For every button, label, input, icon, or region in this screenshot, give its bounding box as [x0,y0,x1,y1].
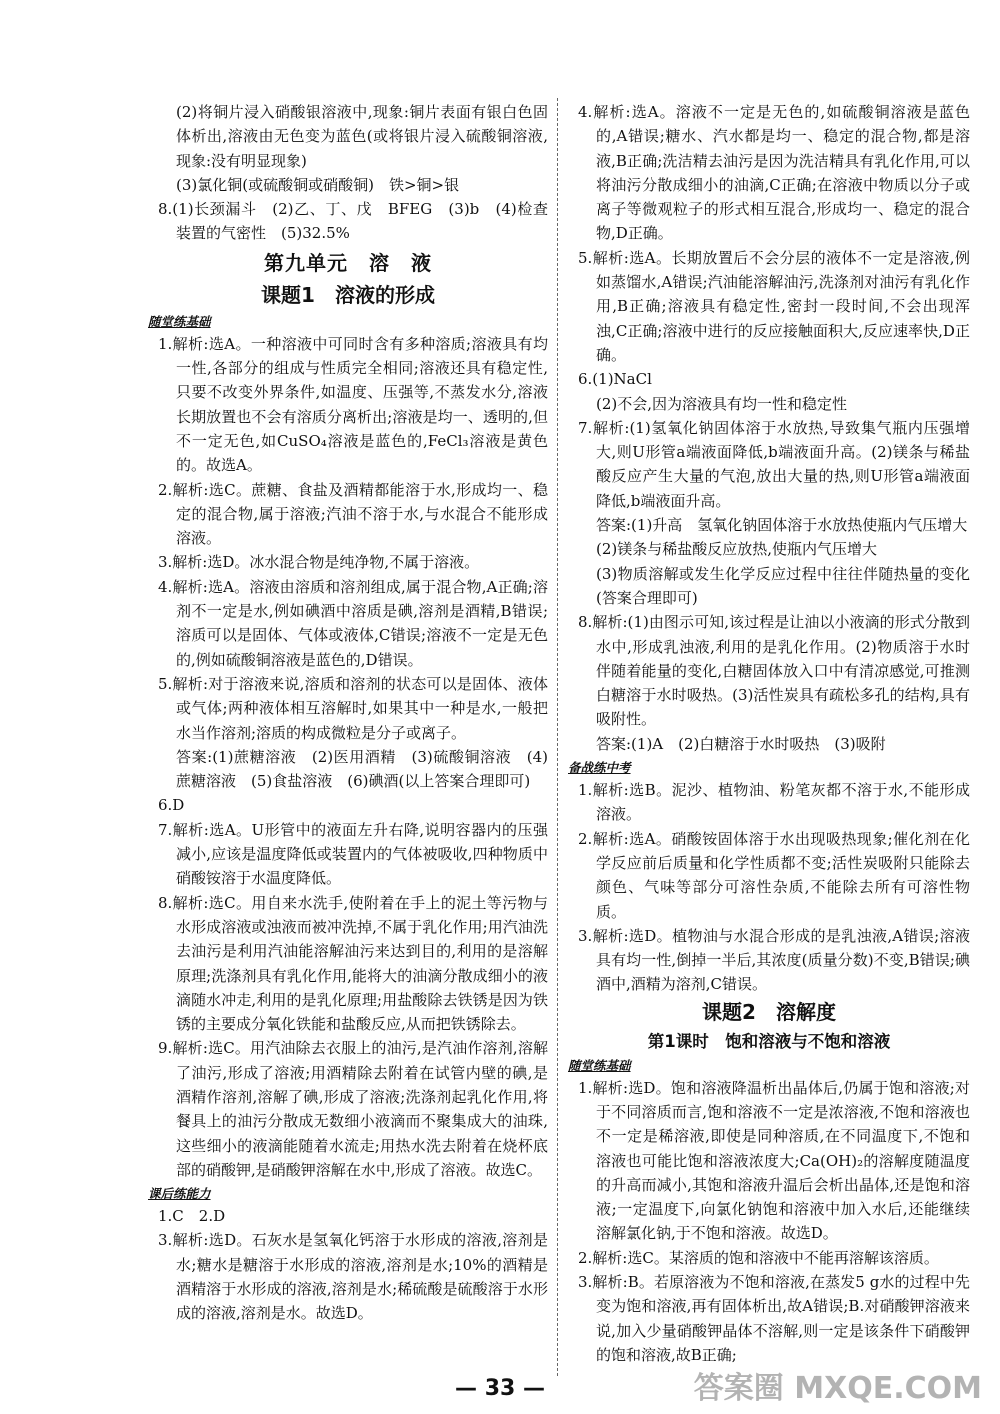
list-item: 9.解析:选C。用汽油除去衣服上的油污,是汽油作溶剂,溶解了油污,形成了溶液;用酒精除去附着在试管内壁的碘,是酒精作溶剂,溶解了碘,形成了溶液;洗涤剂起乳化作用,将餐具上的油污分散成无数细小液滴而不聚集成大的油珠,这些细小的液滴能随着水流走;用热水洗去附着在烧杯底部的硝酸钾,是硝酸钾溶解在水中,形成了溶液。故选C。 [158,1039,548,1179]
answer-text: (2)镁条与稀盐酸反应放热,使瓶内气压增大 [596,540,878,559]
page-number-value: 33 [484,1376,516,1401]
right-column [568,100,970,1367]
list-item: 5.解析:对于溶液来说,溶质和溶剂的状态可以是固体、液体或气体;两种液体相互溶解时,如果其中一种是水,一般把水当作溶剂;溶质的构成微粒是分子或离子。 [158,674,548,742]
section-heading: 备战练中考 [568,760,631,776]
list-item: 1.解析:选B。泥沙、植物油、粉笔灰都不溶于水,不能形成溶液。 [578,781,970,824]
sub-title: 第1课时 饱和溶液与不饱和溶液 [647,1031,891,1051]
list-item: 7.解析:选A。U形管中的液面左升右降,说明容器内的压强减小,应该是温度降低或装置内的气体被吸收,四种物质中硝酸铵溶于水温度降低。 [158,820,548,888]
unit-title: 第九单元 溶 液 [264,250,432,275]
list-item: 1.C 2.D [158,1207,226,1226]
answer-text: 答案:(1)升高 氢氧化钠固体溶于水放热使瓶内气压增大 [596,516,968,535]
prev-answer-3: (3)氯化铜(或硫酸铜或硝酸铜) 铁>铜>银 [176,175,460,194]
watermark-logo: 答案圈 MXQE.COM [693,1371,982,1406]
lesson-title: 课题2 溶解度 [702,999,836,1024]
prev-answer-2: (2)将铜片浸入硝酸银溶液中,现象:铜片表面有银白色固体析出,溶液由无色变为蓝色(或将银片浸入硫酸铜溶液,现象:没有明显现象) [176,103,548,170]
section-heading: 随堂练基础 [568,1057,631,1073]
list-item: 1.解析:选A。一种溶液中可同时含有多种溶质;溶液具有均一性,各部分的组成与性质完全相同;溶液还具有稳定性,只要不改变外界条件,如温度、压强等,不蒸发水分,溶液长期放置也不会有溶质分离析出;溶液是均一、透明的,但不一定无色,如CuSO₄溶液是蓝色的,FeCl₃溶液是黄色的。故选A。 [158,334,548,475]
list-item: 6.(1)NaCl [578,370,652,389]
answer-text: 答案:(1)蔗糖溶液 (2)医用酒精 (3)硫酸铜溶液 (4)蔗糖溶液 (5)食盐溶液 (6)碘酒(以上答案合理即可) [176,747,548,791]
list-item: 8.解析:选C。用自来水洗手,使附着在手上的泥土等污物与水形成溶液或浊液而被冲洗掉,不属于乳化作用;用汽油洗去油污是利用汽油能溶解油污来达到目的,利用的是溶解原理;洗涤剂具有乳化作用,能将大的油滴分散成细小的液滴随水冲走,利用的是乳化原理;用盐酸除去铁锈是因为铁锈的主要成分氧化铁能和盐酸反应,从而把铁锈除去。 [158,893,548,1034]
list-item: 6.D [158,796,185,815]
list-item: 2.解析:选A。硝酸铵固体溶于水出现吸热现象;催化剂在化学反应前后质量和化学性质都不变;活性炭吸附只能除去颜色、气味等部分可溶性杂质,不能除去所有可溶性物质。 [578,829,970,921]
list-item: 3.解析:选D。植物油与水混合形成的是乳浊液,A错误;溶液具有均一性,倒掉一半后,其浓度(质量分数)不变,B错误;碘酒中,酒精为溶剂,C错误。 [578,926,970,994]
page-number: — 33 — [455,1376,545,1401]
answer-text: (3)物质溶解或发生化学反应过程中往往伴随热量的变化(答案合理即可) [596,564,970,607]
list-item: 2.解析:选C。蔗糖、食盐及酒精都能溶于水,形成均一、稳定的混合物,属于溶液;汽油不溶于水,与水混合不能形成溶液。 [158,480,548,548]
list-item: 3.解析:B。若原溶液为不饱和溶液,在蒸发5 g水的过程中先变为饱和溶液,再有固体析出,故A错误;B.对硝酸钾溶液来说,加入少量硝酸钾晶体不溶解,则一定是该条件下硝酸钾的饱和溶液,故B正确; [578,1273,970,1364]
list-item: 3.解析:选D。石灰水是氢氧化钙溶于水形成的溶液,溶剂是水;糖水是糖溶于水形成的溶液,溶剂是水;10%的酒精是酒精溶于水形成的溶液,溶剂是水;稀硫酸是硫酸溶于水形成的溶液,溶剂是水。故选D。 [158,1231,548,1323]
answer-8: 8.(1)长颈漏斗 (2)乙、丁、戊 BFEG (3)b (4)检查装置的气密性 (5)32.5% [158,200,548,243]
list-item: 1.解析:选D。饱和溶液降温析出晶体后,仍属于饱和溶液;对于不同溶质而言,饱和溶液不一定是浓溶液,不饱和溶液也不一定是稀溶液,即使是同种溶质,在不同温度下,不饱和溶液也可能比饱和溶液浓度大;Ca(OH)₂的溶解度随温度的升高而减小,其饱和溶液升温后会析出晶体,还是饱和溶液;一定温度下,向氯化钠饱和溶液中加入水后,还能继续溶解氯化钠,于不饱和溶液。故选D。 [578,1078,970,1243]
answer-text: (2)不会,因为溶液具有均一性和稳定性 [596,394,848,413]
column-divider [557,98,558,1376]
list-item: 3.解析:选D。冰水混合物是纯净物,不属于溶液。 [158,553,480,572]
answer-text: 答案:(1)A (2)白糖溶于水时吸热 (3)吸附 [596,734,886,753]
section-heading: 课后练能力 [148,1186,211,1202]
section-heading: 随堂练基础 [148,313,211,329]
list-item: 4.解析:选A。溶液由溶质和溶剂组成,属于混合物,A正确;溶剂不一定是水,例如碘酒中溶质是碘,溶剂是酒精,B错误;溶质可以是固体、气体或液体,C错误;溶液不一定是无色的,例如硫酸铜溶液是蓝色的,D错误。 [158,577,548,669]
left-column [148,100,548,1326]
list-item: 8.解析:(1)由图示可知,该过程是让油以小液滴的形式分散到水中,形成乳浊液,利用的是乳化作用。(2)物质溶于水时伴随着能量的变化,白糖固体放入口中有清凉感觉,可推测白糖溶于水时吸热。(3)活性炭具有疏松多孔的结构,具有吸附性。 [578,613,970,729]
list-item: 4.解析:选A。溶液不一定是无色的,如硫酸铜溶液是蓝色的,A错误;糖水、汽水都是均一、稳定的混合物,都是溶液,B正确;洗洁精去油污是因为洗洁精具有乳化作用,可以将油污分散成细小的油滴,C正确;在溶液中物质以分子或离子等微观粒子的形式相互混合,形成均一、稳定的混合物,D正确。 [578,103,970,243]
list-item: 2.解析:选C。某溶质的饱和溶液中不能再溶解该溶质。 [578,1248,939,1267]
list-item: 5.解析:选A。长期放置后不会分层的液体不一定是溶液,例如蒸馏水,A错误;汽油能溶解油污,洗涤剂对油污有乳化作用,B正确;溶液具有稳定性,密封一段时间,不会出现浑浊,C正确;溶液中进行的反应接触面积大,反应速率快,D正确。 [578,248,970,364]
list-item: 7.解析:(1)氢氧化钠固体溶于水放热,导致集气瓶内压强增大,则U形管a端液面降低,b端液面升高。(2)镁条与稀盐酸反应产生大量的气泡,放出大量的热,则U形管a端液面降低,b端液面升高。 [578,418,970,510]
lesson-title: 课题1 溶液的形成 [261,282,435,307]
